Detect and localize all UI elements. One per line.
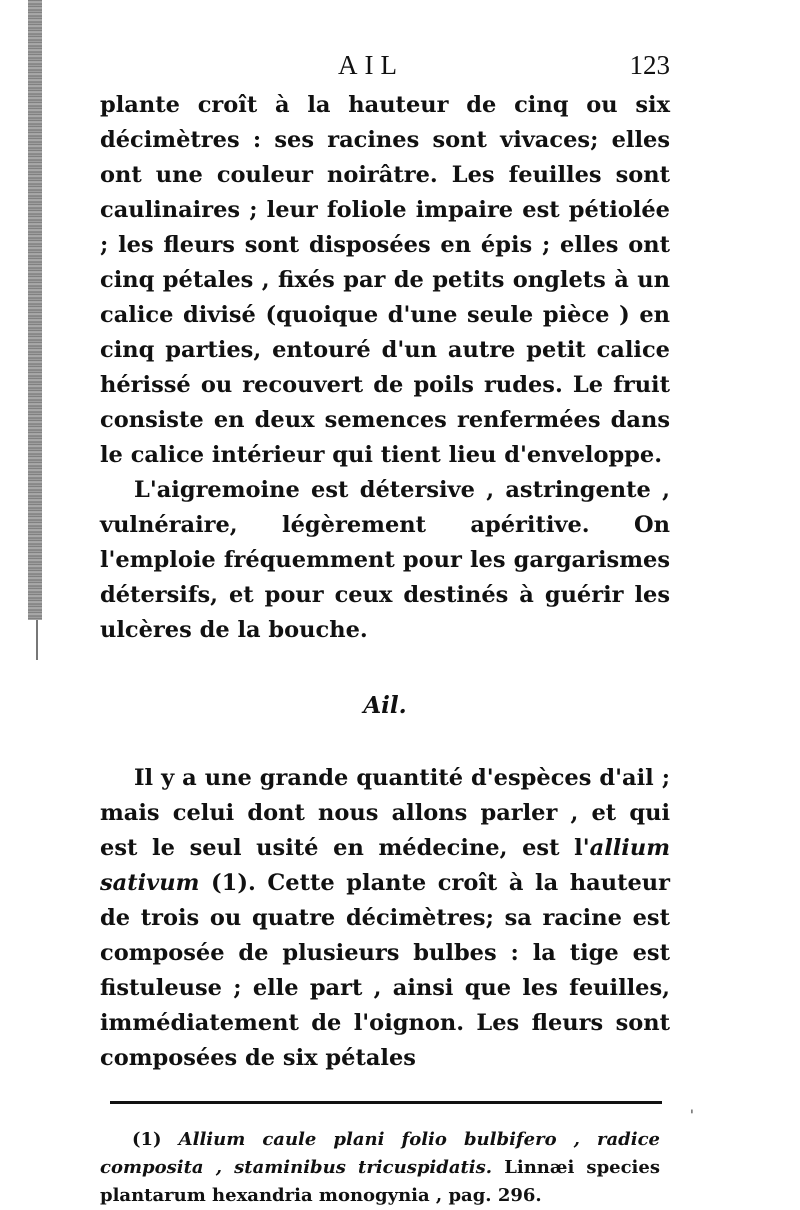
footnote-latin: Allium caule plani folio bulbifero , radice composita , staminibus tricuspidatis. xyxy=(100,1129,660,1178)
footnote-reference: Linnæi species plantarum hexandria monogynia , pag. 296. xyxy=(100,1157,660,1206)
running-head xyxy=(100,48,670,88)
paragraph-ail xyxy=(100,761,670,1076)
footnote-marker: (1) xyxy=(132,1129,162,1150)
body-text xyxy=(100,88,670,1076)
footnote-rule xyxy=(110,1101,662,1104)
page xyxy=(100,48,670,1210)
footnote xyxy=(100,1126,660,1210)
ail-latin-name: allium sativum xyxy=(100,835,670,896)
section-title: Ail. xyxy=(363,692,407,719)
book-binding-edge xyxy=(28,0,42,620)
ail-text-before: Il y a une grande quantité d'espèces d'ail ; mais celui dont nous allons parler , et qui est le seul usité en médecine, est l' xyxy=(100,765,670,861)
binding-line xyxy=(36,620,38,660)
ail-text-after: (1). Cette plante croît à la hauteur de trois ou quatre décimètres; sa racine est composée de plusieurs bulbes : la tige est fistuleuse ; elle part , ainsi que les feuilles, immédiatement de l'oignon. Les fleurs sont composées de six pétales xyxy=(100,870,670,1071)
paper-speck: ' xyxy=(690,1108,694,1124)
paragraph-aigremoine: L'aigremoine est détersive , astringente , vulnéraire, légèrement apéritive. On l'emploie fréquemment pour les gargarismes détersifs, et pour ceux destinés à guérir les ulcères de la bouche. xyxy=(100,477,670,643)
paragraph-continuation: plante croît à la hauteur de cinq ou six décimètres : ses racines sont vivaces; elles ont une couleur noirâtre. Les feuilles sont caulinaires ; leur foliole impaire est pétiolée ; les fleurs sont disposées en épis ; elles ont cinq pétales , fixés par de petits onglets à un calice divisé (quoique d'une seule pièce ) en cinq parties, entouré d'un autre petit calice hérissé ou recouvert de poils rudes. Le fruit consiste en deux semences renfermées dans le calice intérieur qui tient lieu d'enveloppe. xyxy=(100,92,670,468)
page-number: 123 xyxy=(629,50,670,80)
running-head-title: AIL xyxy=(338,50,404,80)
